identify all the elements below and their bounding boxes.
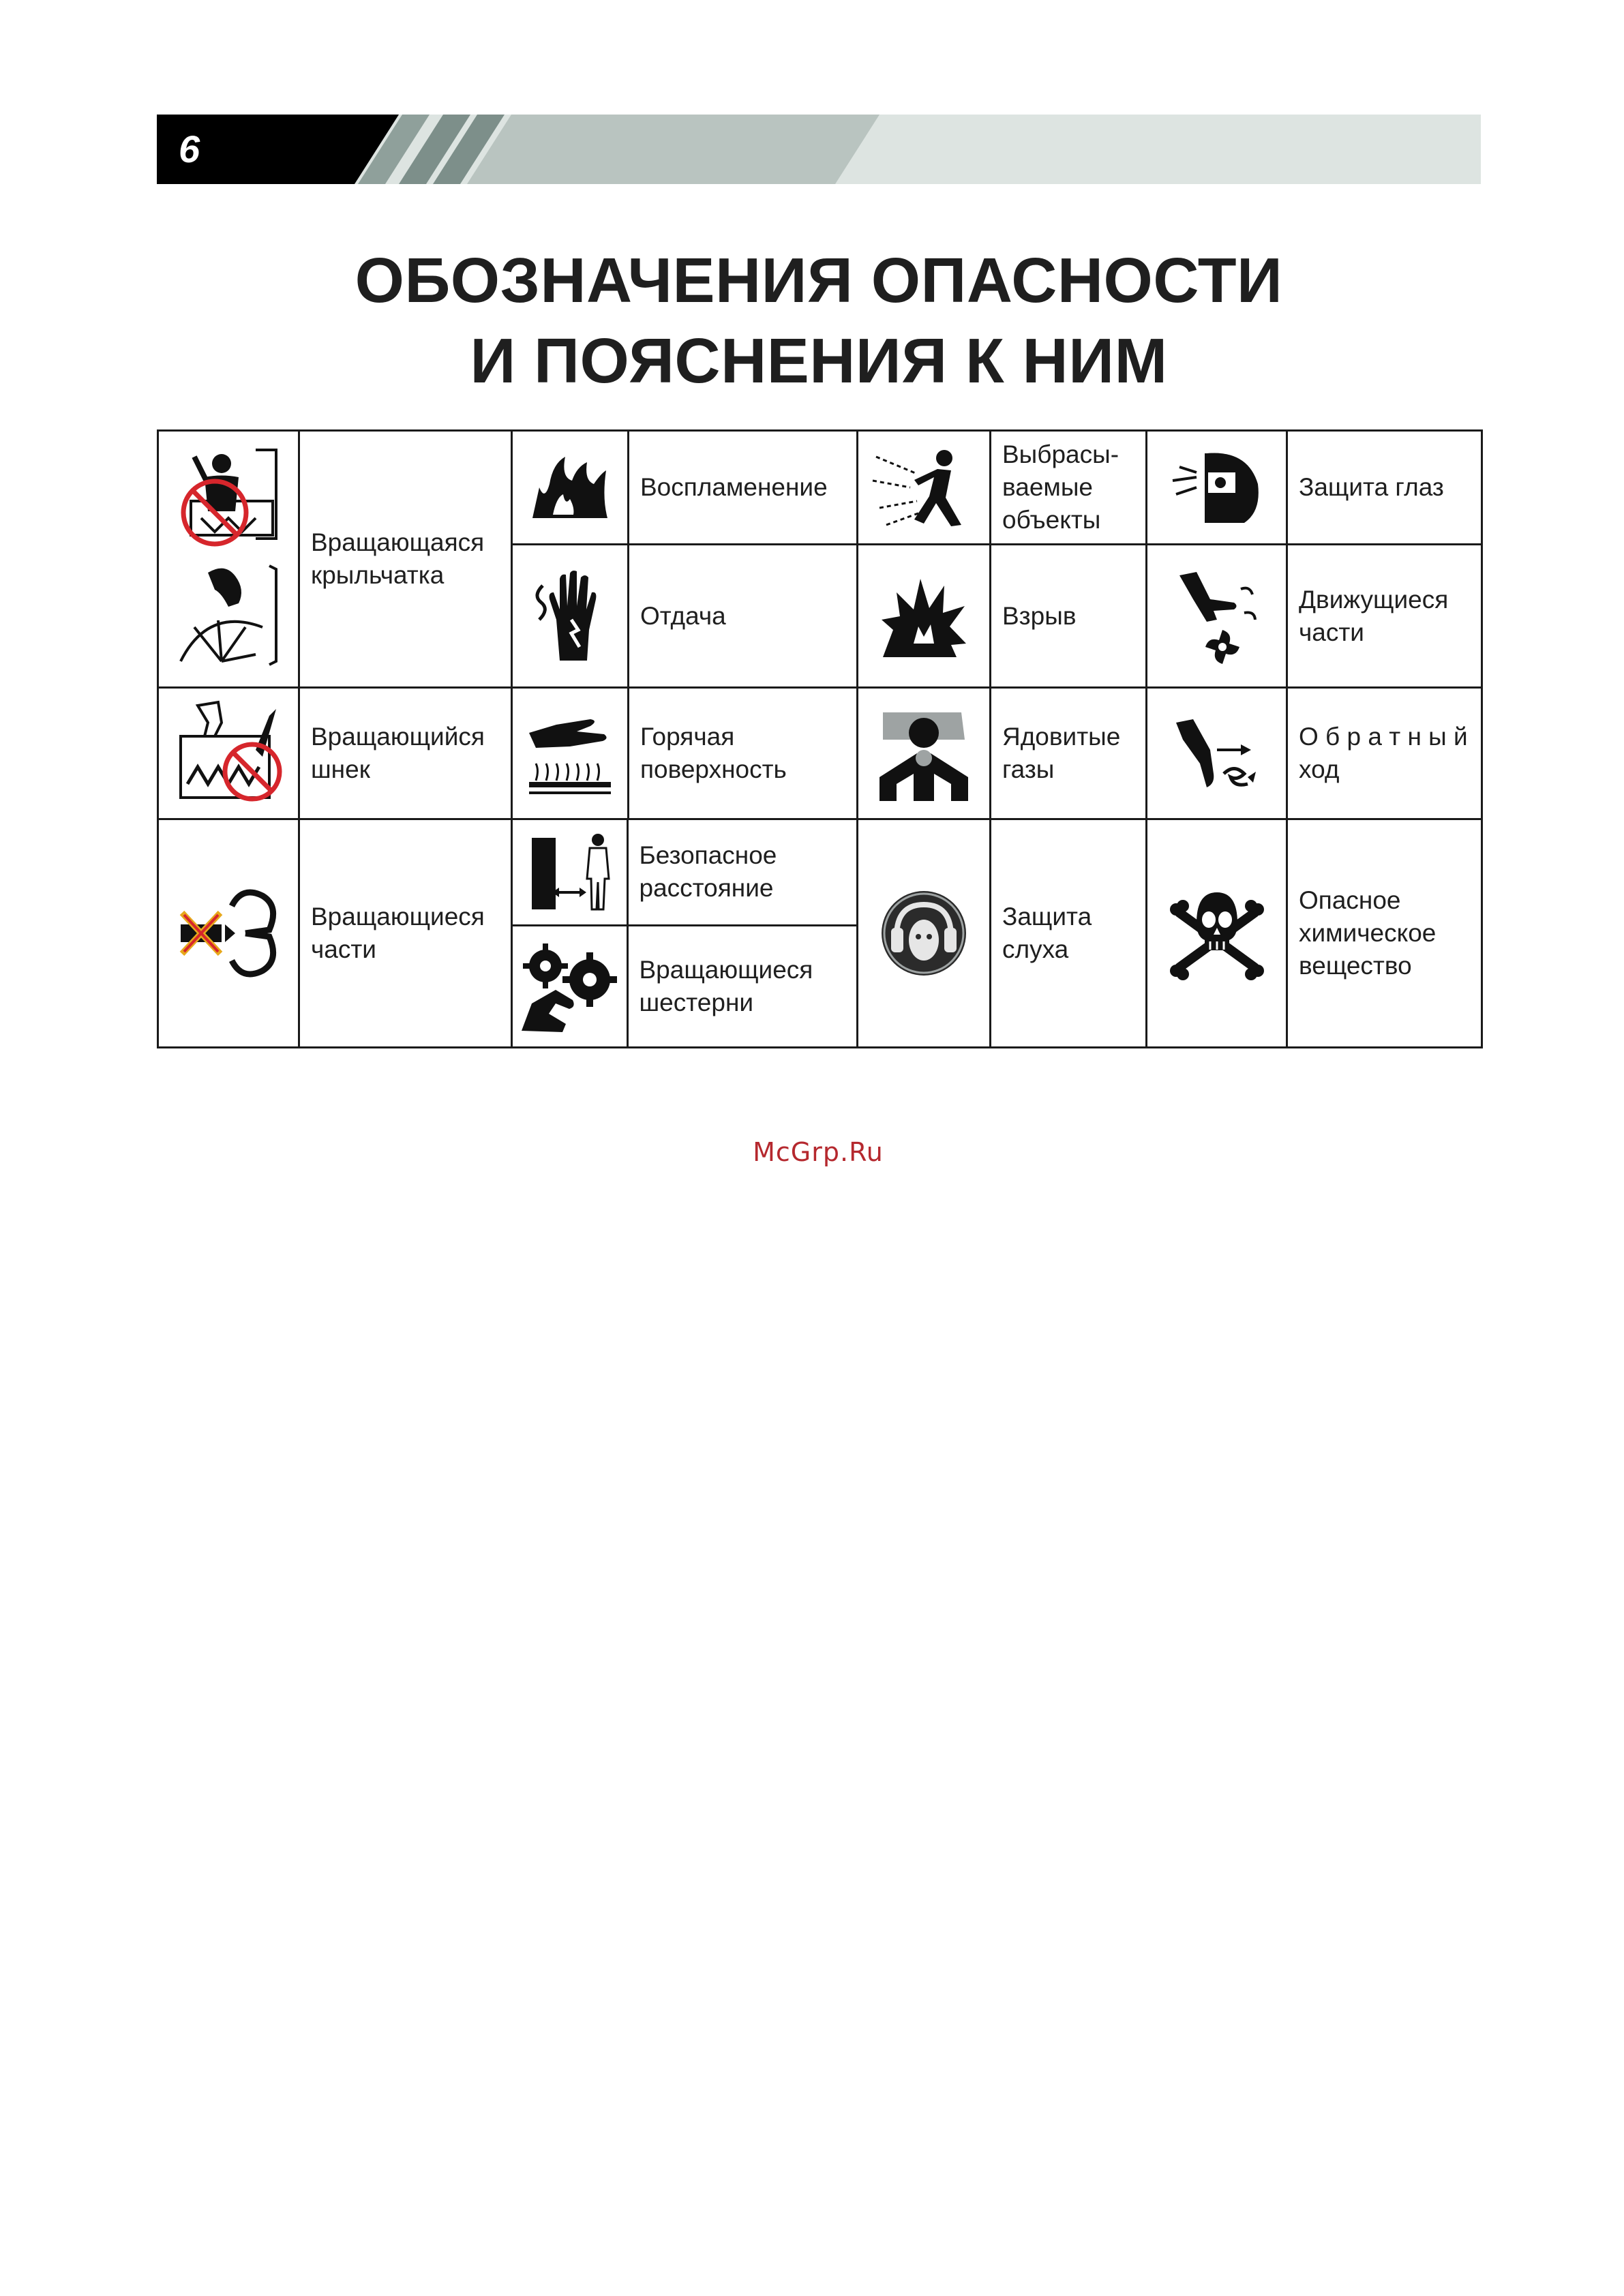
label-explosion: Взрыв — [991, 545, 1147, 688]
label-reverse: О б р а т н ы й ход — [1287, 688, 1482, 819]
nested-table — [513, 820, 856, 1046]
label-thrown-objects: Выбрасы- ваемые объекты — [991, 431, 1147, 545]
label-toxic-gases: Ядовитые газы — [991, 688, 1147, 819]
title-line-1: ОБОЗНАЧЕНИЯ ОПАСНОСТИ — [355, 245, 1283, 316]
page-number: 6 — [179, 127, 200, 170]
label-hazardous-chemical: Опасное химическое вещество — [1287, 819, 1482, 1048]
label-rotating-auger: Вращающийся шнек — [299, 688, 512, 819]
watermark: McGrp.Ru — [753, 1137, 884, 1167]
label-safe-distance: Безопасное расстояние — [627, 820, 856, 925]
rotating-parts-icon — [158, 819, 299, 1048]
title-line-2: И ПОЯСНЕНИЯ К НИМ — [470, 325, 1168, 396]
label-ignition: Воспламенение — [629, 431, 858, 545]
ear-protection-icon — [858, 819, 991, 1048]
moving-parts-icon — [1147, 545, 1287, 688]
gears-icon — [513, 925, 627, 1046]
face-shield-icon — [1147, 431, 1287, 545]
explosion-icon — [858, 545, 991, 688]
label-rotating-impeller: Вращающаяся крыльчатка — [299, 431, 512, 688]
reverse-icon — [1147, 688, 1287, 819]
toxic-gas-icon — [858, 688, 991, 819]
label-rotating-parts: Вращающиеся части — [299, 819, 512, 1048]
rotating-impeller-icon — [158, 431, 299, 688]
flame-icon — [512, 431, 629, 545]
electric-hand-icon — [512, 545, 629, 688]
nested-cell — [512, 819, 858, 1048]
page-title — [157, 240, 1481, 401]
label-moving-parts: Движущиеся части — [1287, 545, 1482, 688]
hot-surface-icon — [512, 688, 629, 819]
thrown-objects-icon — [858, 431, 991, 545]
hazard-table — [157, 429, 1483, 1048]
skull-crossbones-icon — [1147, 819, 1287, 1048]
header-band — [157, 115, 1481, 184]
label-hot-surface: Горячая поверхность — [629, 688, 858, 819]
label-kickback: Отдача — [629, 545, 858, 688]
auger-icon — [158, 688, 299, 819]
label-rotating-gears: Вращающиеся шестерни — [639, 955, 813, 1016]
safe-distance-icon — [513, 820, 627, 925]
label-eye-protection: Защита глаз — [1287, 431, 1482, 545]
label-hearing-protection: Защита слуха — [991, 819, 1147, 1048]
